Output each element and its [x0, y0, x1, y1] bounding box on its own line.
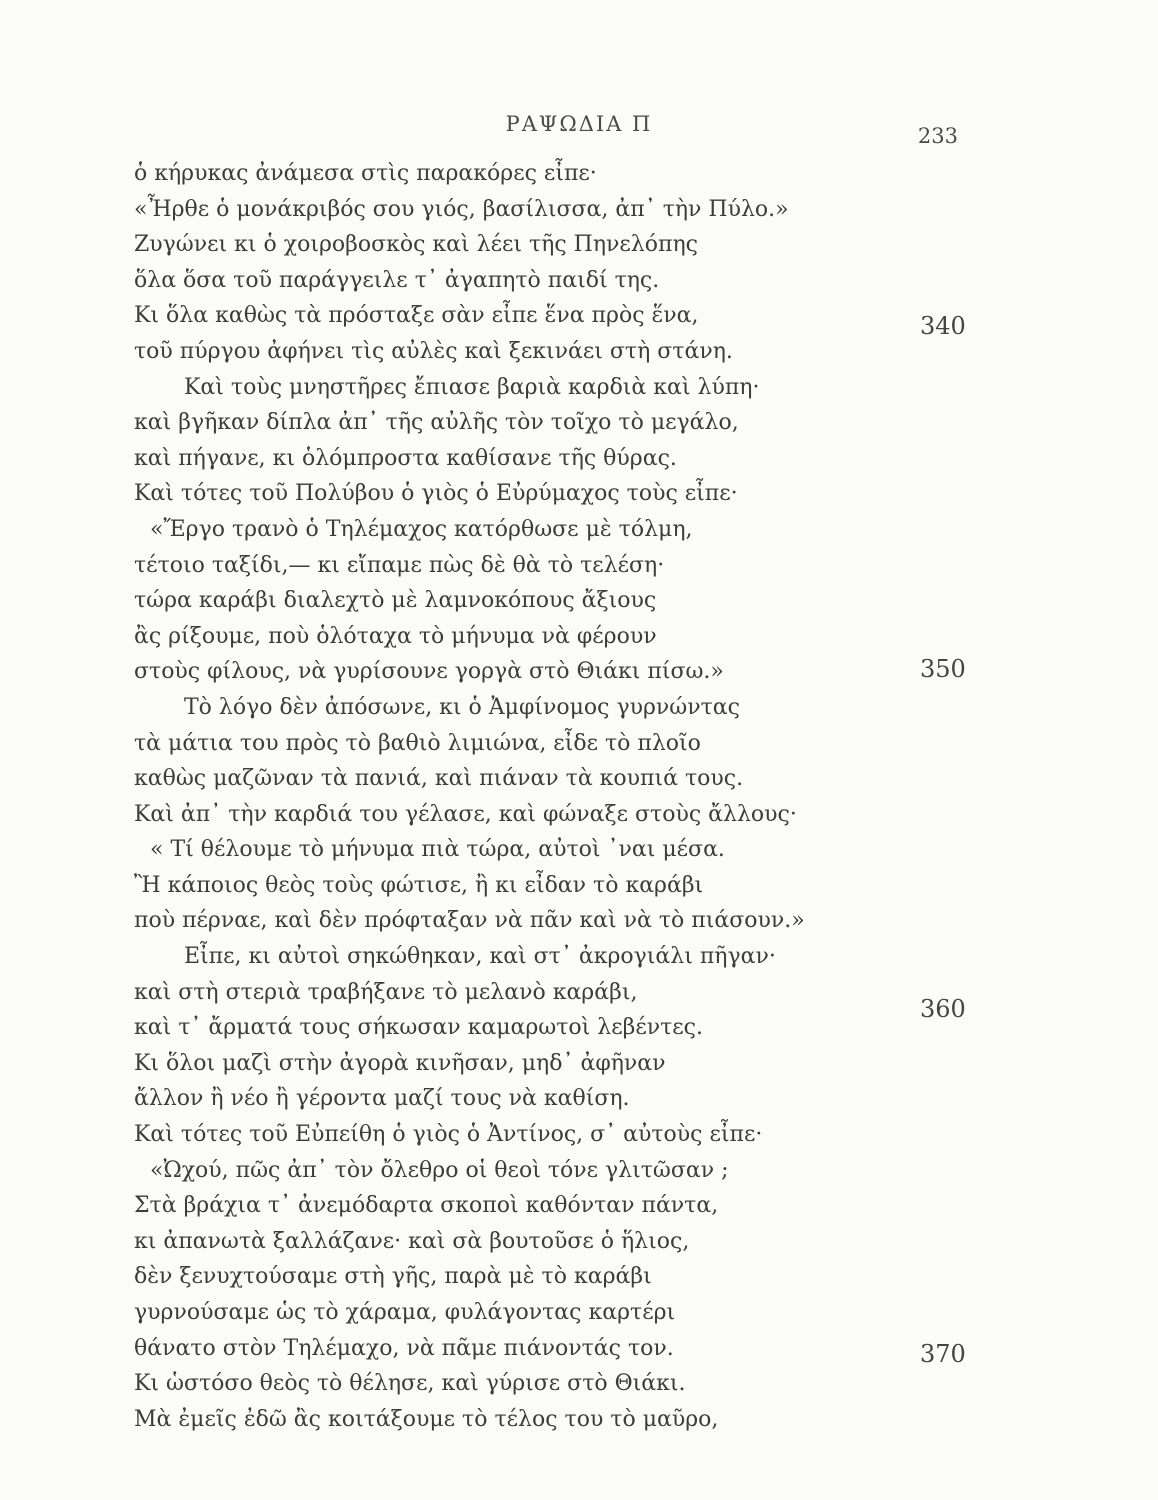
- verse-line: «Ὠχού, πῶς ἀπ᾿ τὸν ὄλεθρο οἱ θεοὶ τόνε γλιτῶσαν ;: [150, 1157, 729, 1183]
- line-number-340: 340: [920, 312, 966, 340]
- verse-line: Καὶ τότες τοῦ Πολύβου ὁ γιὸς ὁ Εὐρύμαχος τοὺς εἶπε·: [134, 481, 738, 507]
- verse-line: γυρνούσαμε ὡς τὸ χάραμα, φυλάγοντας καρτέρι: [134, 1300, 676, 1325]
- verse-line: τοῦ πύργου ἀφήνει τὶς αὐλὲς καὶ ξεκινάει στὴ στάνη.: [134, 338, 733, 364]
- verse-line: «Ἦρθε ὁ μονάκριβός σου γιός, βασίλισσα, ἀπ᾿ τὴν Πύλο.»: [134, 196, 789, 222]
- verse-line: Μὰ ἐμεῖς ἐδῶ ἂς κοιτάξουμε τὸ τέλος του τὸ μαῦρο,: [134, 1406, 719, 1432]
- line-number-350: 350: [920, 655, 966, 683]
- verse-line: Στὰ βράχια τ᾿ ἀνεμόδαρτα σκοποὶ καθόνταν πάντα,: [134, 1193, 719, 1219]
- verse-line: τὰ μάτια του πρὸς τὸ βαθιὸ λιμιώνα, εἶδε τὸ πλοῖο: [134, 730, 701, 756]
- verse-line: Κι ὅλοι μαζὶ στὴν ἀγορὰ κινῆσαν, μηδ᾿ ἀφῆναν: [134, 1050, 666, 1076]
- verse-line: κι ἀπανωτὰ ξαλλάζανε· καὶ σὰ βουτοῦσε ὁ ἥλιος,: [134, 1228, 690, 1254]
- verse-line: τώρα καράβι διαλεχτὸ μὲ λαμνοκόπους ἄξιους: [134, 588, 657, 614]
- verse-line: Ἢ κάποιος θεὸς τοὺς φώτισε, ἢ κι εἶδαν τὸ καράβι: [134, 872, 704, 898]
- verse-line: δὲν ξενυχτούσαμε στὴ γῆς, παρὰ μὲ τὸ καράβι: [134, 1264, 652, 1290]
- verse-line: ὅλα ὅσα τοῦ παράγγειλε τ᾿ ἀγαπητὸ παιδί της.: [134, 267, 660, 293]
- verse-line: ποὺ πέρναε, καὶ δὲν πρόφταξαν νὰ πᾶν καὶ νὰ τὸ πιάσουν.»: [134, 908, 805, 934]
- verse-line: ἂς ρίξουμε, ποὺ ὁλόταχα τὸ μήνυμα νὰ φέρουν: [134, 623, 657, 649]
- verse-line: Εἶπε, κι αὐτοὶ σηκώθηκαν, καὶ στ᾿ ἀκρογιάλι πῆγαν·: [184, 944, 776, 970]
- verse-line: ὁ κήρυκας ἀνάμεσα στὶς παρακόρες εἶπε·: [134, 161, 597, 186]
- chapter-heading: ΡΑΨΩΔΙΑ Π: [505, 112, 653, 136]
- verse-line: Ζυγώνει κι ὁ χοιροβοσκὸς καὶ λέει τῆς Πηνελόπης: [134, 232, 698, 258]
- verse-line: στοὺς φίλους, νὰ γυρίσουνε γοργὰ στὸ Θιάκι πίσω.»: [134, 659, 724, 685]
- verse-line: καὶ στὴ στεριὰ τραβήξανε τὸ μελανὸ καράβι,: [134, 979, 638, 1005]
- verse-text: [134, 156, 874, 1437]
- verse-line: καὶ τ᾿ ἄρματά τους σήκωσαν καμαρωτοὶ λεβέντες.: [134, 1015, 703, 1041]
- verse-line: Καὶ ἀπ᾿ τὴν καρδιά του γέλασε, καὶ φώναξε στοὺς ἄλλους·: [134, 801, 797, 827]
- verse-line: ἄλλον ἢ νέο ἢ γέροντα μαζί τους νὰ καθίση.: [134, 1086, 630, 1112]
- verse-line: καὶ πήγανε, κι ὁλόμπροστα καθίσανε τῆς θύρας.: [134, 445, 677, 471]
- verse-line: καὶ βγῆκαν δίπλα ἀπ᾿ τῆς αὐλῆς τὸν τοῖχο τὸ μεγάλο,: [134, 410, 739, 436]
- line-number-370: 370: [920, 1340, 966, 1368]
- page-number: 233: [917, 124, 958, 148]
- verse-line: Καὶ τότες τοῦ Εὐπείθη ὁ γιὸς ὁ Ἀντίνος, σ᾿ αὐτοὺς εἶπε·: [134, 1122, 763, 1148]
- verse-line: τέτοιο ταξίδι,— κι εἴπαμε πὼς δὲ θὰ τὸ τελέση·: [134, 552, 665, 578]
- verse-line: Καὶ τοὺς μνηστῆρες ἔπιασε βαριὰ καρδιὰ καὶ λύπη·: [184, 374, 760, 400]
- verse-line: Κι ὡστόσο θεὸς τὸ θέλησε, καὶ γύρισε στὸ Θιάκι.: [134, 1371, 686, 1397]
- verse-line: Τὸ λόγο δὲν ἀπόσωνε, κι ὁ Ἀμφίνομος γυρνώντας: [184, 694, 740, 720]
- verse-line: καθὼς μαζῶναν τὰ πανιά, καὶ πιάναν τὰ κουπιά τους.: [134, 766, 744, 792]
- verse-line: Κι ὅλα καθὼς τὰ πρόσταξε σὰν εἶπε ἕνα πρὸς ἕνα,: [134, 303, 699, 329]
- line-number-360: 360: [920, 995, 966, 1023]
- verse-line: θάνατο στὸν Τηλέμαχο, νὰ πᾶμε πιάνοντάς τον.: [134, 1335, 674, 1361]
- verse-line: «Ἔργο τρανὸ ὁ Τηλέμαχος κατόρθωσε μὲ τόλμη,: [150, 516, 693, 542]
- verse-line: « Τί θέλουμε τὸ μήνυμα πιὰ τώρα, αὐτοὶ ᾿ναι μέσα.: [150, 837, 725, 863]
